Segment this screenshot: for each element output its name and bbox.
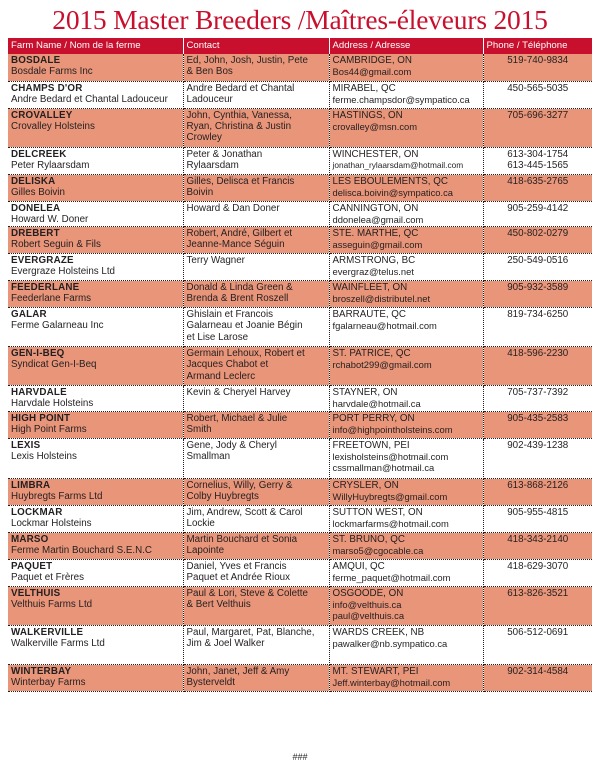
contact-line: Cornelius, Willy, Gerry & — [186, 479, 293, 491]
farm-prefix: GEN-I-BEQ — [11, 348, 65, 360]
contact-line: Gilles, Delisca et Francis — [186, 175, 295, 187]
address-cell — [329, 254, 483, 281]
farm-cell — [8, 281, 183, 308]
farm-owner: Crovalley Holsteins — [11, 120, 95, 132]
farm-owner: Paquet et Frères — [11, 571, 84, 583]
farm-prefix: DREBERT — [11, 228, 60, 240]
farm-cell — [8, 664, 183, 691]
address-line: SUTTON WEST, ON — [332, 506, 423, 518]
contact-line: Smith — [186, 423, 212, 435]
table-row — [8, 532, 592, 559]
header-phone: Phone / Téléphone — [483, 38, 592, 54]
farm-cell — [8, 254, 183, 281]
phone-cell — [483, 147, 592, 174]
phone-cell — [483, 81, 592, 108]
email-link[interactable]: pawalker@nb.sympatico.ca — [332, 637, 448, 649]
table-row — [8, 386, 592, 412]
phone-cell — [483, 505, 592, 532]
address-line: STAYNER, ON — [332, 387, 398, 399]
phone-number: 250-549-0516 — [507, 255, 569, 267]
contact-line: Ed, John, Josh, Justin, Pete — [186, 55, 308, 66]
contact-line: Gene, Jody & Cheryl — [186, 439, 277, 451]
farm-owner: Gilles Boivin — [11, 186, 65, 198]
address-cell — [329, 308, 483, 347]
farm-prefix: WINTERBAY — [11, 665, 72, 677]
farm-cell — [8, 386, 183, 412]
address-line: LES EBOULEMENTS, QC — [332, 175, 448, 187]
email-link[interactable]: marso5@cgocable.ca — [332, 544, 424, 556]
contact-line: Smallman — [186, 450, 231, 462]
farm-owner: Walkerville Farms Ltd — [11, 637, 105, 649]
table-row — [8, 254, 592, 281]
phone-number: 519-740-9834 — [507, 55, 569, 66]
contact-cell — [183, 147, 329, 174]
contact-line: Daniel, Yves et Francis — [186, 560, 287, 572]
farm-prefix: HARVDALE — [11, 387, 67, 399]
contact-cell — [183, 411, 329, 438]
phone-number: 905-932-3589 — [507, 282, 569, 294]
farm-prefix: VELTHUIS — [11, 587, 61, 599]
table-row — [8, 201, 592, 227]
phone-number: 613-826-3521 — [507, 587, 569, 599]
address-cell — [329, 174, 483, 201]
header-farm-name: Farm Name / Nom de la ferme — [8, 38, 183, 54]
farm-owner: Velthuis Farms Ltd — [11, 598, 93, 610]
table-row — [8, 281, 592, 308]
phone-cell — [483, 227, 592, 254]
contact-line: Ryan, Christina & Justin — [186, 120, 292, 132]
phone-number: 418-635-2765 — [507, 175, 569, 187]
contact-line: et Lise Larose — [186, 331, 249, 343]
contact-line: Martin Bouchard et Sonia — [186, 533, 298, 545]
contact-cell — [183, 81, 329, 108]
farm-owner: Winterbay Farms — [11, 676, 86, 688]
contact-cell — [183, 505, 329, 532]
contact-line: Paul & Lori, Steve & Colette — [186, 587, 308, 599]
contact-line: Howard & Dan Doner — [186, 202, 280, 214]
phone-cell — [483, 664, 592, 691]
contact-cell — [183, 308, 329, 347]
farm-cell — [8, 505, 183, 532]
email-link[interactable]: evergraz@telus.net — [332, 266, 414, 278]
contact-line: Paul, Margaret, Pat, Blanche, — [186, 626, 315, 638]
contact-cell — [183, 438, 329, 478]
farm-prefix: CROVALLEY — [11, 109, 73, 121]
header-contact: Contact — [183, 38, 329, 54]
contact-cell — [183, 281, 329, 308]
contact-line: Armand Leclerc — [186, 370, 256, 382]
phone-number: 613-445-1565 — [507, 159, 569, 171]
address-line: ST. PATRICE, QC — [332, 348, 411, 360]
contact-cell — [183, 201, 329, 227]
phone-number: 705-737-7392 — [507, 387, 569, 399]
phone-number: 613-868-2126 — [507, 479, 569, 491]
email-link[interactable]: WillyHuybregts@gmail.com — [332, 490, 448, 502]
phone-number: 418-596-2230 — [507, 348, 569, 360]
address-cell — [329, 81, 483, 108]
contact-line: Crowley — [186, 132, 222, 144]
phone-number: 902-439-1238 — [507, 439, 569, 451]
email-link[interactable]: cssmallman@hotmail.ca — [332, 462, 435, 474]
contact-cell — [183, 386, 329, 412]
farm-owner: Howard W. Doner — [11, 213, 89, 225]
phone-cell — [483, 411, 592, 438]
contact-line: Robert, Michael & Julie — [186, 412, 288, 424]
farm-owner: Syndicat Gen-I-Beq — [11, 359, 97, 371]
farm-owner: Ferme Galarneau Inc — [11, 320, 104, 332]
phone-cell — [483, 586, 592, 625]
contact-cell — [183, 108, 329, 147]
contact-line: Bysterveldt — [186, 676, 235, 688]
phone-number: 450-565-5035 — [507, 82, 569, 94]
phone-number: 418-629-3070 — [507, 560, 569, 572]
address-line: CAMBRIDGE, ON — [332, 55, 412, 66]
email-link[interactable]: rchabot299@gmail.com — [332, 359, 432, 371]
phone-cell — [483, 254, 592, 281]
farm-cell — [8, 438, 183, 478]
contact-line: Ghislain et Francois — [186, 309, 274, 321]
address-line: PORT PERRY, ON — [332, 412, 415, 424]
phone-cell — [483, 281, 592, 308]
phone-cell — [483, 308, 592, 347]
table-row — [8, 586, 592, 625]
address-line: WARDS CREEK, NB — [332, 626, 425, 638]
phone-number: 902-314-4584 — [507, 665, 569, 677]
phone-cell — [483, 438, 592, 478]
email-link[interactable]: Jeff.winterbay@hotmail.com — [332, 676, 451, 688]
phone-number: 613-304-1754 — [507, 148, 569, 160]
address-line: BARRAUTE, QC — [332, 309, 406, 321]
contact-line: Germain Lehoux, Robert et — [186, 348, 305, 360]
farm-prefix: CHAMPS D'OR — [11, 82, 83, 94]
table-row — [8, 308, 592, 347]
address-line: CRYSLER, ON — [332, 479, 399, 491]
table-row — [8, 625, 592, 664]
farm-owner: Robert Seguin & Fils — [11, 239, 101, 251]
contact-line: & Ben Bos — [186, 66, 233, 78]
contact-line: Robert, André, Gilbert et — [186, 228, 293, 240]
address-cell — [329, 505, 483, 532]
table-row — [8, 174, 592, 201]
farm-prefix: EVERGRAZE — [11, 255, 74, 267]
farm-owner: Peter Rylaarsdam — [11, 159, 90, 171]
address-line: WINCHESTER, ON — [332, 148, 419, 160]
address-line: HASTINGS, ON — [332, 109, 403, 121]
farm-cell — [8, 227, 183, 254]
address-cell — [329, 347, 483, 386]
farm-cell — [8, 174, 183, 201]
phone-cell — [483, 347, 592, 386]
contact-cell — [183, 227, 329, 254]
farm-prefix: WALKERVILLE — [11, 626, 84, 638]
phone-number: 819-734-6250 — [507, 309, 569, 321]
phone-cell — [483, 108, 592, 147]
farm-owner: Huybregts Farms Ltd — [11, 490, 103, 502]
contact-line: Lockie — [186, 517, 215, 529]
address-cell — [329, 664, 483, 691]
farm-cell — [8, 411, 183, 438]
farm-cell — [8, 347, 183, 386]
email-link[interactable]: crovalley@msn.com — [332, 120, 418, 132]
farm-owner: Harvdale Holsteins — [11, 398, 94, 410]
contact-cell — [183, 54, 329, 81]
email-link[interactable]: ddonelea@gmail.com — [332, 213, 424, 225]
phone-cell — [483, 625, 592, 664]
table-row — [8, 147, 592, 174]
email-link[interactable]: paul@velthuis.ca — [332, 610, 405, 622]
contact-line: Terry Wagner — [186, 255, 245, 267]
phone-cell — [483, 478, 592, 505]
farm-owner: Lexis Holsteins — [11, 450, 77, 462]
farm-prefix: MARSO — [11, 533, 49, 545]
email-link[interactable]: Bos44@gmail.com — [332, 66, 412, 78]
contact-line: Donald & Linda Green & — [186, 282, 293, 294]
contact-line: Paquet et Andrée Rioux — [186, 571, 290, 583]
farm-cell — [8, 54, 183, 81]
contact-line: Jacques Chabot et — [186, 359, 269, 371]
table-row — [8, 438, 592, 478]
phone-cell — [483, 559, 592, 586]
email-link[interactable]: info@velthuis.ca — [332, 598, 402, 610]
phone-number: 905-259-4142 — [507, 202, 569, 214]
address-cell — [329, 281, 483, 308]
address-cell — [329, 478, 483, 505]
table-row — [8, 664, 592, 691]
farm-cell — [8, 625, 183, 664]
contact-cell — [183, 586, 329, 625]
phone-cell — [483, 532, 592, 559]
contact-line: Jim, Andrew, Scott & Carol — [186, 506, 303, 518]
contact-cell — [183, 478, 329, 505]
contact-cell — [183, 532, 329, 559]
table-header-row — [8, 38, 592, 54]
table-row — [8, 505, 592, 532]
farm-prefix: LEXIS — [11, 439, 41, 451]
farm-prefix: GALAR — [11, 309, 47, 321]
address-cell — [329, 625, 483, 664]
farm-prefix: HIGH POINT — [11, 412, 71, 424]
phone-number: 418-343-2140 — [507, 533, 569, 545]
address-cell — [329, 386, 483, 412]
phone-cell — [483, 386, 592, 412]
phone-cell — [483, 54, 592, 81]
breeders-table — [8, 38, 592, 692]
address-line: MT. STEWART, PEI — [332, 665, 419, 677]
address-cell — [329, 54, 483, 81]
address-cell — [329, 147, 483, 174]
contact-cell — [183, 559, 329, 586]
address-line: WAINFLEET, ON — [332, 282, 408, 294]
phone-number: 905-955-4815 — [507, 506, 569, 518]
address-cell — [329, 532, 483, 559]
phone-number: 705-696-3277 — [507, 109, 569, 121]
farm-owner: High Point Farms — [11, 423, 87, 435]
email-link[interactable]: harvdale@hotmail.ca — [332, 398, 421, 410]
page-title: 2015 Master Breeders /Maîtres-éleveurs 2015 — [52, 4, 548, 35]
address-cell — [329, 201, 483, 227]
email-link[interactable]: ferme.champsdor@sympatico.ca — [332, 93, 470, 105]
header-address: Address / Adresse — [329, 38, 483, 54]
contact-line: Ladouceur — [186, 93, 233, 105]
farm-cell — [8, 81, 183, 108]
contact-line: Jim & Joel Walker — [186, 637, 265, 649]
footer-marker: ### — [292, 752, 308, 762]
address-cell — [329, 227, 483, 254]
farm-prefix: LOCKMAR — [11, 506, 63, 518]
email-link[interactable]: lexisholsteins@hotmail.com — [332, 450, 449, 462]
table-row — [8, 478, 592, 505]
email-link[interactable]: delisca.boivin@sympatico.ca — [332, 186, 454, 198]
farm-owner: Feederlane Farms — [11, 293, 92, 305]
contact-line: Kevin & Cheryel Harvey — [186, 387, 291, 399]
address-cell — [329, 586, 483, 625]
contact-line: Brenda & Brent Roszell — [186, 293, 289, 305]
contact-line: & Bert Velthuis — [186, 598, 251, 610]
farm-prefix: PAQUET — [11, 560, 53, 572]
address-cell — [329, 411, 483, 438]
farm-owner: Ferme Martin Bouchard S.E.N.C — [11, 544, 153, 556]
address-line: ST. BRUNO, QC — [332, 533, 405, 545]
contact-line: John, Cynthia, Vanessa, — [186, 109, 292, 121]
farm-prefix: DONELEA — [11, 202, 61, 214]
phone-cell — [483, 174, 592, 201]
contact-line: Boivin — [186, 186, 214, 198]
email-link[interactable]: lockmarfarms@hotmail.com — [332, 517, 449, 529]
contact-line: Andre Bedard et Chantal — [186, 82, 295, 94]
email-link[interactable]: info@highpointholsteins.com — [332, 423, 453, 435]
phone-number: 905-435-2583 — [507, 412, 569, 424]
table-row — [8, 108, 592, 147]
address-line: MIRABEL, QC — [332, 82, 396, 94]
address-cell — [329, 108, 483, 147]
address-line: OSGOODE, ON — [332, 587, 404, 599]
contact-cell — [183, 174, 329, 201]
address-line: AMQUI, QC — [332, 560, 385, 572]
email-link[interactable]: broszell@distributel.net — [332, 293, 431, 305]
farm-owner: Bosdale Farms Inc — [11, 66, 93, 78]
contact-cell — [183, 625, 329, 664]
address-line: CANNINGTON, ON — [332, 202, 419, 214]
farm-prefix: LIMBRA — [11, 479, 51, 491]
farm-cell — [8, 586, 183, 625]
table-row — [8, 411, 592, 438]
contact-line: Peter & Jonathan — [186, 148, 263, 160]
farm-prefix: DELISKA — [11, 175, 56, 187]
table-row — [8, 81, 592, 108]
contact-line: John, Janet, Jeff & Amy — [186, 665, 290, 677]
farm-cell — [8, 532, 183, 559]
farm-prefix: FEEDERLANE — [11, 282, 80, 294]
phone-number: 450-802-0279 — [507, 228, 569, 240]
farm-owner: Lockmar Holsteins — [11, 517, 92, 529]
email-link[interactable]: asseguin@gmail.com — [332, 239, 423, 251]
farm-prefix: DELCREEK — [11, 148, 67, 160]
farm-owner: Andre Bedard et Chantal Ladouceur — [11, 93, 168, 105]
table-row — [8, 559, 592, 586]
email-link[interactable]: fgalarneau@hotmail.com — [332, 320, 437, 332]
contact-line: Jeanne-Mance Séguin — [186, 239, 285, 251]
farm-owner: Evergraze Holsteins Ltd — [11, 266, 116, 278]
contact-cell — [183, 254, 329, 281]
address-cell — [329, 559, 483, 586]
table-row — [8, 347, 592, 386]
email-link[interactable]: jonathan_rylaarsdam@hotmail.com — [332, 159, 464, 170]
contact-line: Colby Huybregts — [186, 490, 259, 502]
table-row — [8, 227, 592, 254]
farm-cell — [8, 147, 183, 174]
address-line: ARMSTRONG, BC — [332, 255, 416, 267]
table-row — [8, 54, 592, 81]
contact-line: Lapointe — [186, 544, 225, 556]
farm-cell — [8, 478, 183, 505]
farm-cell — [8, 201, 183, 227]
phone-cell — [483, 201, 592, 227]
farm-cell — [8, 559, 183, 586]
contact-cell — [183, 664, 329, 691]
email-link[interactable]: ferme_paquet@hotmail.com — [332, 571, 451, 583]
table-body — [8, 54, 592, 691]
farm-prefix: BOSDALE — [11, 55, 61, 66]
contact-cell — [183, 347, 329, 386]
phone-number: 506-512-0691 — [507, 626, 569, 638]
address-line: FREETOWN, PEI — [332, 439, 410, 451]
contact-line: Galarneau et Joanie Bégin — [186, 320, 303, 332]
address-line: STE. MARTHE, QC — [332, 228, 419, 240]
farm-cell — [8, 308, 183, 347]
contact-line: Rylaarsdam — [186, 159, 239, 171]
address-cell — [329, 438, 483, 478]
farm-cell — [8, 108, 183, 147]
